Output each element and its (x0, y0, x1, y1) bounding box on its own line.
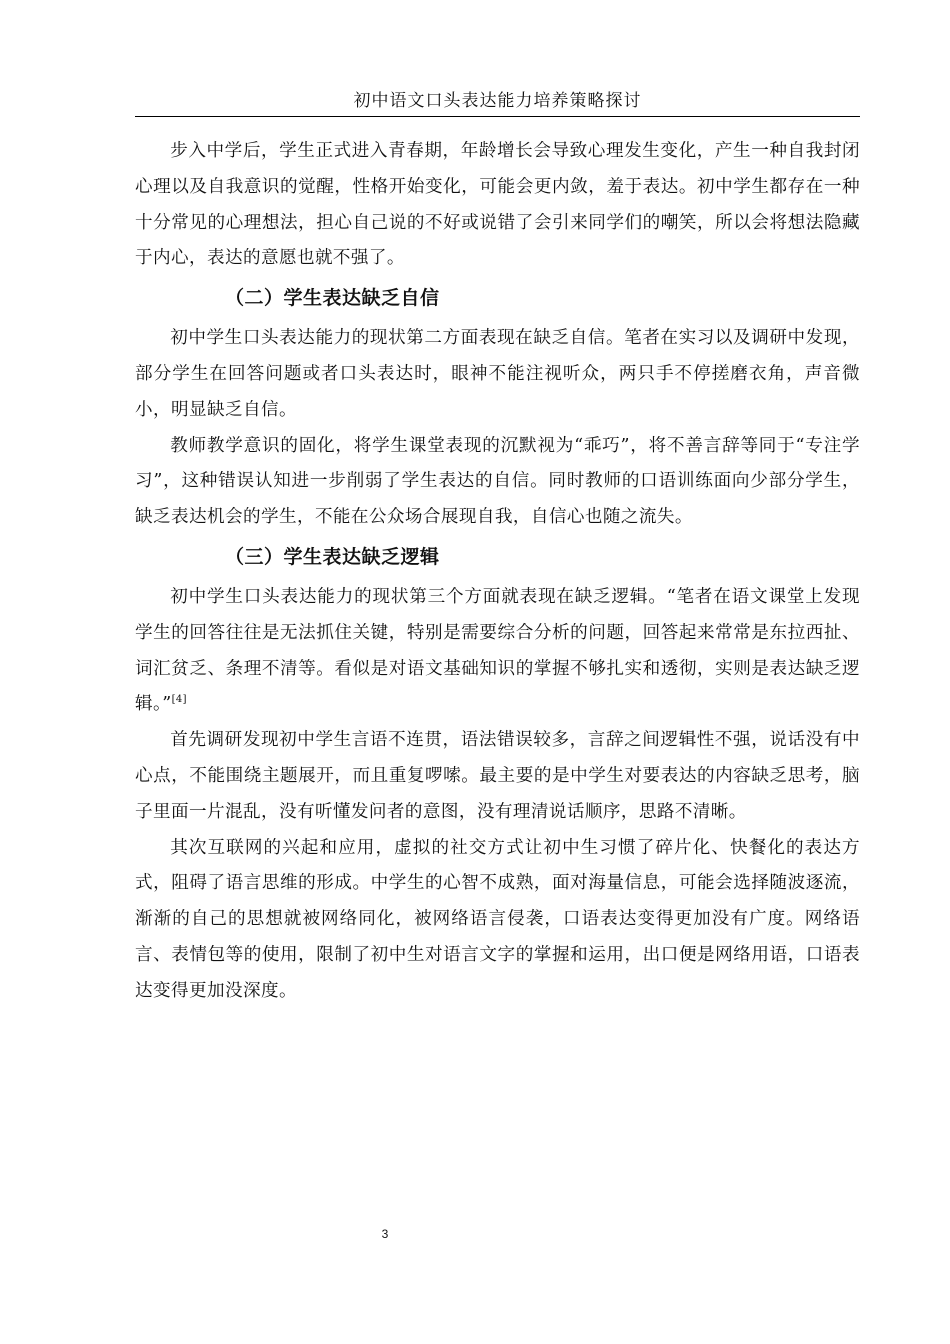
citation-marker: [4] (171, 694, 187, 706)
paragraph-speech-incoherence: 首先调研发现初中学生言语不连贯，语法错误较多，言辞之间逻辑性不强，说话没有中心点，不能围绕主题展开，而且重复啰嗦。最主要的是中学生对要表达的内容缺乏思考，脑子里面一片混乱，没有听懂发问者的意图，没有理清说话顺序，思路不清晰。 (135, 730, 860, 822)
paragraph-teacher-awareness: 教师教学意识的固化，将学生课堂表现的沉默视为“乖巧”，将不善言辞等同于“专注学习”，这种错误认知进一步削弱了学生表达的自信。同时教师的口语训练面向少部分学生，缺乏表达机会的学生，不能在公众场合展现自我，自信心也随之流失。 (135, 435, 860, 528)
header-divider (135, 116, 860, 117)
paragraph-logic-status (135, 580, 860, 723)
paragraph-internet-influence: 其次互联网的兴起和应用，虚拟的社交方式让初中生习惯了碎片化、快餐化的表达方式，阻碍了语言思维的形成。中学生的心智不成熟，面对海量信息，可能会选择随波逐流，渐渐的自己的思想就被网络同化，被网络语言侵袭，口语表达变得更加没有广度。网络语言、表情包等的使用，限制了初中生对语言文字的掌握和运用，出口便是网络用语，口语表达变得更加没深度。 (135, 837, 860, 1001)
logic-quote-text: 初中学生口头表达能力的现状第三个方面就表现在缺乏逻辑。“笔者在语文课堂上发现学生的回答往往是无法抓住关键，特别是需要综合分析的问题，回答起来常常是东拉西扯、词汇贫乏、条理不清等。看似是对语文基础知识的掌握不够扎实和透彻，实则是表达缺乏逻辑。” (135, 586, 860, 715)
page-number: 3 (381, 1227, 389, 1241)
paragraph-adolescent-psychology: 步入中学后，学生正式进入青春期，年龄增长会导致心理发生变化，产生一种自我封闭心理以及自我意识的觉醒，性格开始变化，可能会更内敛，羞于表达。初中学生都存在一种十分常见的心理想法，担心自己说的不好或说错了会引来同学们的嘲笑，所以会将想法隐藏于内心，表达的意愿也就不强了。 (135, 141, 860, 269)
running-header: 初中语文口头表达能力培养策略探讨 (353, 91, 642, 111)
section-heading-lack-logic: （三）学生表达缺乏逻辑 (225, 545, 440, 568)
paragraph-confidence-status: 初中学生口头表达能力的现状第二方面表现在缺乏自信。笔者在实习以及调研中发现，部分学生在回答问题或者口头表达时，眼神不能注视听众，两只手不停搓磨衣角，声音微小，明显缺乏自信。 (135, 328, 860, 420)
document-body (135, 134, 860, 1010)
section-heading-lack-confidence: （二）学生表达缺乏自信 (225, 287, 440, 310)
